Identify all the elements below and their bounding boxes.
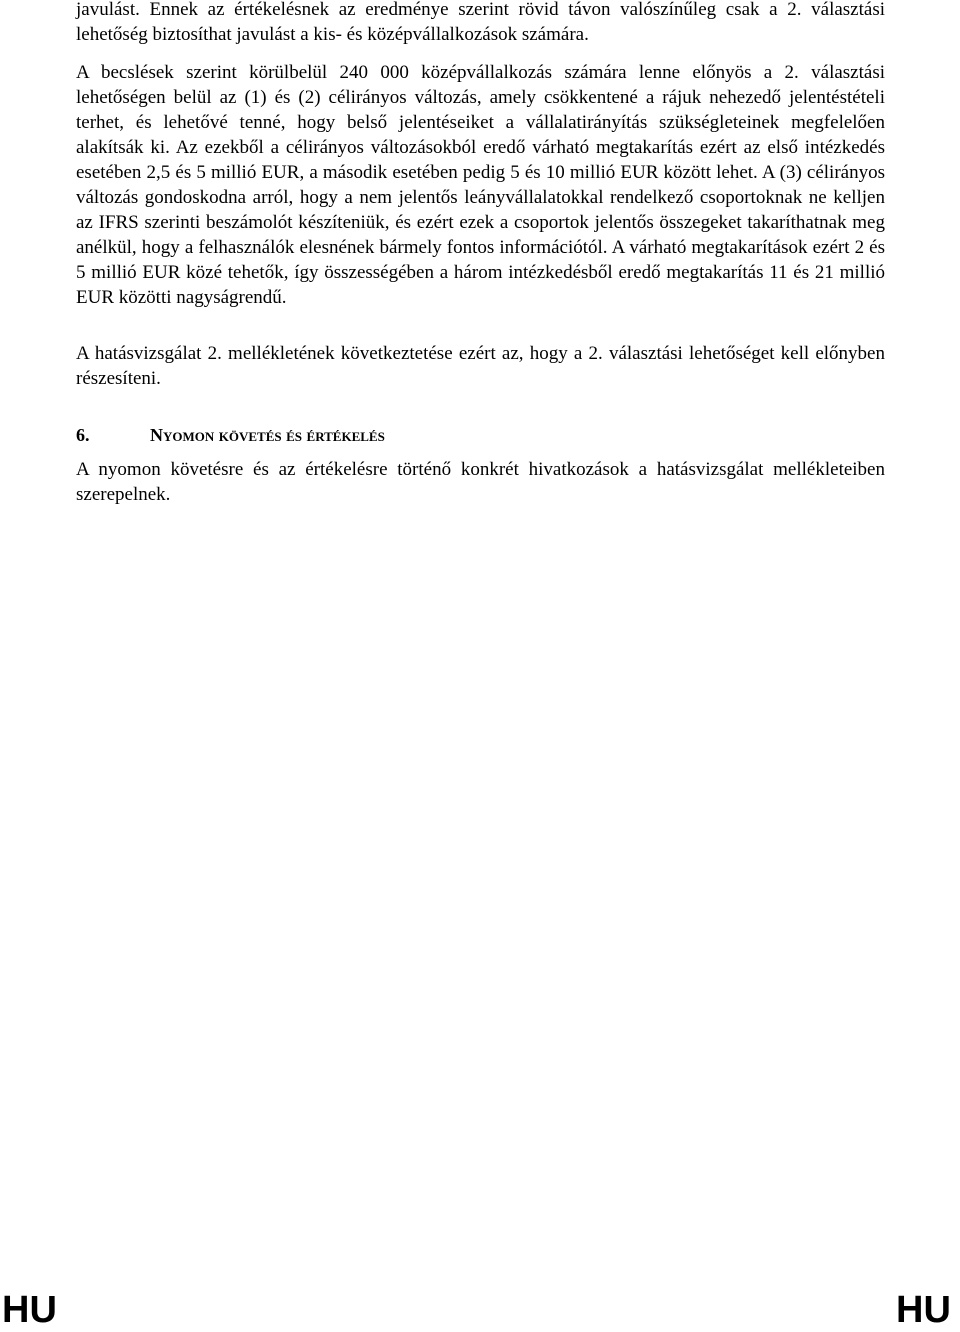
paragraph-savings-estimate: A becslések szerint körülbelül 240 000 középvállalkozás számára lenne előnyös a 2. választási lehetőségen belül az (1) és (2) célirányos változás, amely csökkentené a rájuk nehezedő jelentéstételi terhet, és lehetővé tenné, hogy belső jelentéseiket a vállalatirányítás szükségleteinek megfelelően alakítsák ki. Az ezekből a célirányos változásokból eredő várható megtakarítás ezért az első intézkedés esetében 2,5 és 5 millió EUR, a második esetében pedig 5 és 10 millió EUR között lehet. A (3) célirányos változás gondoskodna arról, hogy a nem jelentős leányvállalatokkal rendelkező csoportoknak ne kelljen az IFRS szerinti beszámolót készíteniük, és ezért ezek a csoportok jelentős összegeket takaríthatnak meg anélkül, hogy a felhasználók elesnének bármely fontos információtól. A várható megtakarítások ezért 2 és 5 millió EUR közé tehetők, így összességében a három intézkedésből eredő megtakarítás 11 és 21 millió EUR közötti nagyságrendű.: [76, 62, 885, 308]
section-body: A nyomon követésre és az értékelésre történő konkrét hivatkozások a hatásvizsgálat mellékleteiben szerepelnek.: [76, 459, 885, 505]
section-title: Nyomon követés és értékelés: [150, 425, 385, 445]
section-number: 6.: [76, 425, 90, 445]
footer-language-code-left: HU: [2, 1289, 57, 1331]
footer-language-code-right: HU: [896, 1289, 951, 1331]
section-heading: [76, 423, 885, 448]
paragraph-conclusion: A hatásvizsgálat 2. mellékletének következtetése ezért az, hogy a 2. választási lehetőséget kell előnyben részesíteni.: [76, 343, 885, 389]
paragraph-continuation: javulást. Ennek az értékelésnek az eredménye szerint rövid távon valószínűleg csak a 2. választási lehetőség biztosíthat javulást a kis- és középvállalkozások számára.: [76, 0, 885, 45]
